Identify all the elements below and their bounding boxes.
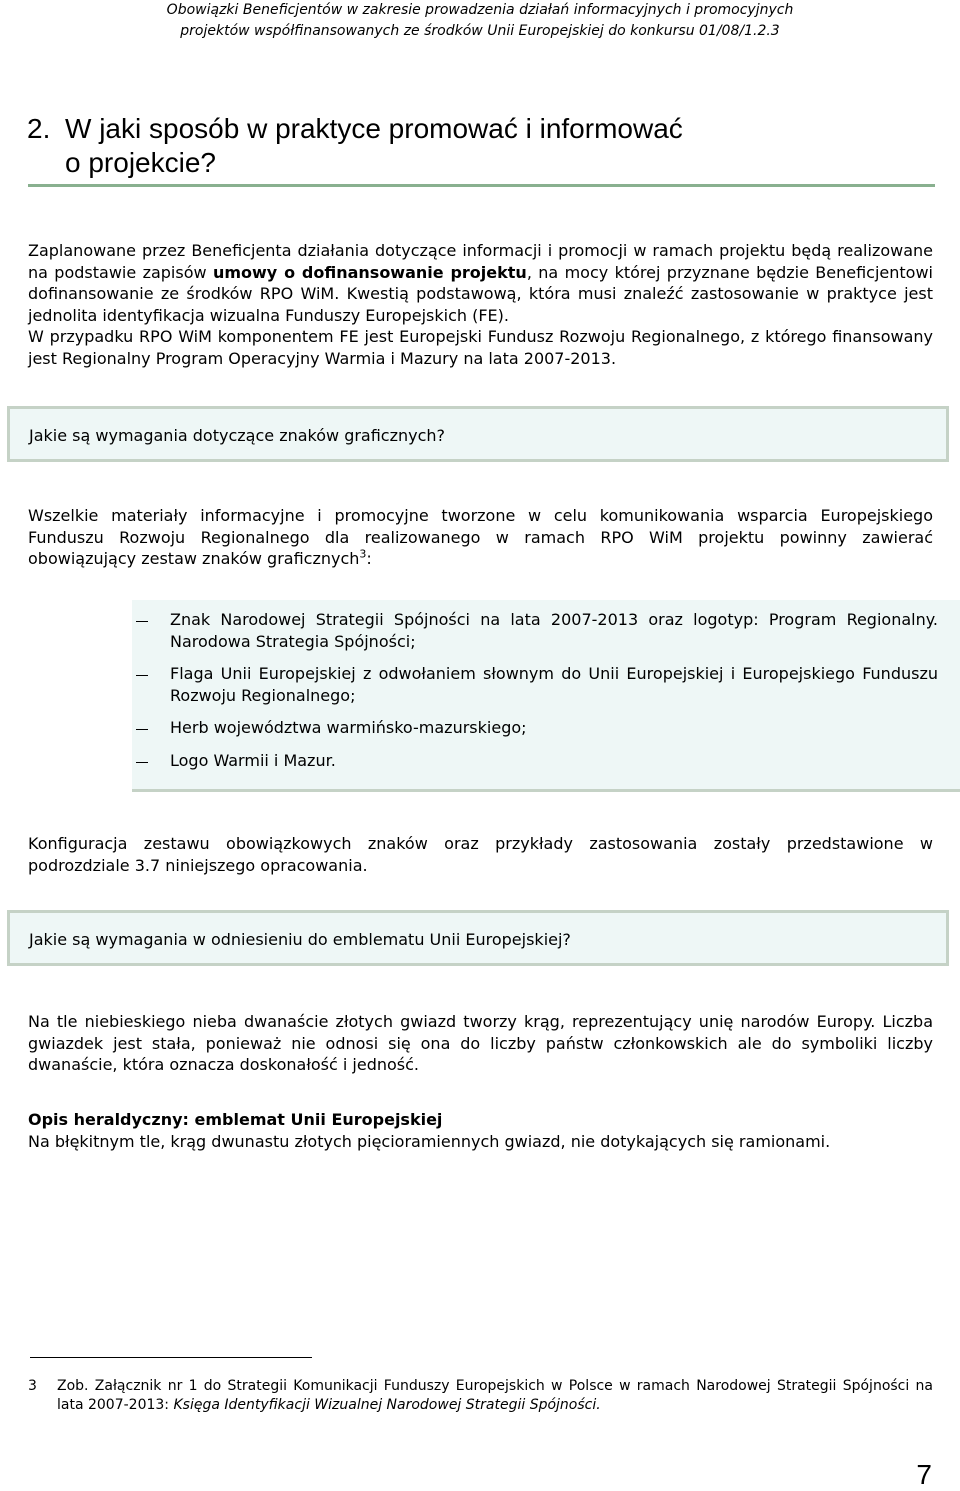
intro-text-rest: , na mocy której przyznane będzie Beneficjentowi dofinansowanie ze środków RPO WiM. Kwestią podstawową, która musi znaleźć zastosowanie w praktyce jest jednolita identyfikacja wizualna Funduszy Europejskich (FE). xyxy=(28,262,933,325)
section-title-line-2: o projekcie? xyxy=(65,147,216,178)
intro-text-second: W przypadku RPO WiM komponentem FE jest Europejski Fundusz Rozwoju Regionalnego, z którego finansowany jest Regionalny Program Operacyjny Warmia i Mazury na lata 2007-2013. xyxy=(28,327,933,368)
running-header-line-1: Obowiązki Beneficjentów w zakresie prowadzenia działań informacyjnych i promocyjnych xyxy=(166,2,794,18)
heraldic-text: Na błękitnym tle, krąg dwunastu złotych pięcioramiennych gwiazd, nie dotykających się ramionami. xyxy=(28,1131,831,1151)
heraldic-section xyxy=(28,1109,933,1152)
footnote-reference: 3 xyxy=(359,547,367,561)
footnote-separator xyxy=(30,1357,312,1358)
requirements-suffix: : xyxy=(366,549,372,568)
question-box-graphic-signs xyxy=(7,406,949,462)
list-item: Logo Warmii i Mazur. xyxy=(170,751,336,770)
section-title xyxy=(27,112,907,180)
footnote xyxy=(28,1377,933,1415)
footnote-number: 3 xyxy=(28,1378,37,1394)
title-underline xyxy=(28,184,935,187)
intro-text-bold: umowy o dofinansowanie projektu xyxy=(212,262,527,282)
running-header xyxy=(0,0,960,42)
question-emblem: Jakie są wymagania w odniesieniu do emblematu Unii Europejskiej? xyxy=(29,930,571,949)
list-dash-icon xyxy=(136,762,148,763)
footnote-text: Zob. Załącznik nr 1 do Strategii Komunikacji Funduszy Europejskich w Polsce w ramach Narodowej Strategii Spójności na lata 2007-2013: xyxy=(57,1378,933,1413)
question-box-emblem xyxy=(7,910,949,966)
footnote-italic-title: Księga Identyfikacji Wizualnej Narodowej Strategii Spójności. xyxy=(173,1397,601,1413)
section-title-line-1: W jaki sposób w praktyce promować i informować xyxy=(65,113,683,144)
emblem-description: Na tle niebieskiego nieba dwanaście złotych gwiazd tworzy krąg, reprezentujący unię narodów Europy. Liczba gwiazdek jest stała, ponieważ nie odnosi się ona do liczby państw członkowskich ale do symboliki liczby dwanaście, która oznacza doskonałość i jedność. xyxy=(28,1012,933,1074)
requirements-text: Wszelkie materiały informacyjne i promocyjne tworzone w celu komunikowania wsparcia Europejskiego Funduszu Rozwoju Regionalnego dla realizowanego w ramach RPO WiM projektu powinny zawierać obowiązujący zestaw znaków graficznych xyxy=(28,506,933,568)
intro-text-lead: Zaplanowane przez Beneficjenta działania dotyczące informacji i promocji w ramach projektu będą realizowane na podstawie zapisów xyxy=(28,241,933,282)
configuration-paragraph: Konfiguracja zestawu obowiązkowych znaków oraz przykłady zastosowania zostały przedstawione w podrozdziale 3.7 niniejszego opracowania. xyxy=(28,834,933,875)
question-graphic-signs: Jakie są wymagania dotyczące znaków graficznych? xyxy=(29,426,446,445)
running-header-line-2: projektów współfinansowanych ze środków Unii Europejskiej do konkursu 01/08/1.2.3 xyxy=(180,23,780,39)
list-item: Flaga Unii Europejskiej z odwołaniem słownym do Unii Europejskiej i Europejskiego Funduszu Rozwoju Regionalnego; xyxy=(170,664,938,705)
intro-paragraph xyxy=(28,240,933,369)
section-number: 2. xyxy=(27,113,51,144)
list-dash-icon xyxy=(136,675,148,676)
requirements-paragraph xyxy=(28,505,933,570)
list-dash-icon xyxy=(136,729,148,730)
list-item: Herb województwa warmińsko-mazurskiego; xyxy=(170,718,527,737)
list-dash-icon xyxy=(136,621,148,622)
heraldic-heading: Opis heraldyczny: emblemat Unii Europejskiej xyxy=(28,1110,443,1129)
list-item: Znak Narodowej Strategii Spójności na lata 2007-2013 oraz logotyp: Program Regionalny. Narodowa Strategia Spójności; xyxy=(170,610,938,651)
page-number: 7 xyxy=(916,1459,932,1490)
